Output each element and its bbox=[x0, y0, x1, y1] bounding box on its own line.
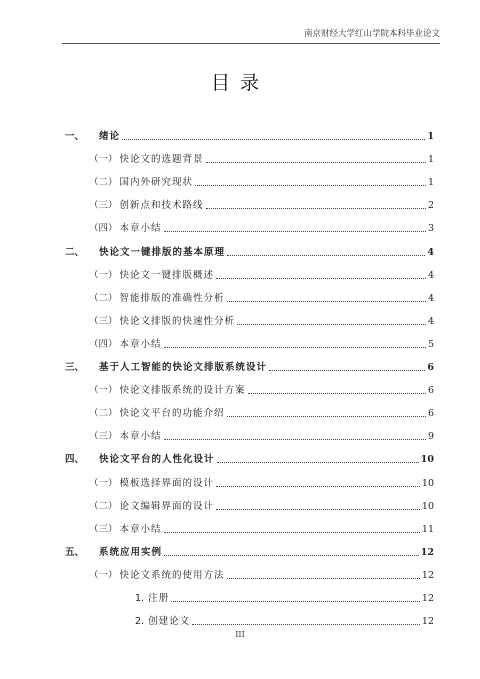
toc-entry-number: （二） bbox=[89, 177, 118, 189]
toc-entry-label: 本章小结 bbox=[119, 338, 162, 350]
toc-entry[interactable] bbox=[65, 512, 434, 535]
toc-entry-number: （一） bbox=[89, 569, 118, 581]
toc-entry-label: 快论文排版的快速性分析 bbox=[119, 315, 236, 327]
toc-entry-page: 4 bbox=[427, 269, 434, 281]
toc-entry-page: 4 bbox=[427, 246, 434, 258]
toc-entry[interactable] bbox=[65, 419, 434, 442]
toc-entry-number: 四、 bbox=[65, 454, 85, 466]
toc-entry-number: （一） bbox=[89, 154, 118, 166]
toc-dot-leader bbox=[216, 486, 420, 487]
toc-entry-number: 三、 bbox=[65, 362, 85, 374]
toc-entry-label: 本章小结 bbox=[119, 223, 162, 235]
toc-entry-number: （三） bbox=[89, 431, 118, 443]
toc-entry-label: 模板选择界面的设计 bbox=[119, 477, 215, 489]
toc-entry[interactable] bbox=[65, 558, 434, 581]
toc-entry-label: 智能排版的准确性分析 bbox=[119, 292, 225, 304]
toc-entry-label: 快论文一键排版概述 bbox=[119, 269, 215, 281]
toc-entry-page: 4 bbox=[427, 315, 434, 327]
toc-entry-number: （一） bbox=[89, 477, 118, 489]
toc-entry-page: 12 bbox=[421, 616, 434, 628]
toc-entry[interactable] bbox=[65, 234, 434, 257]
toc-entry-label: 创新点和技术路线 bbox=[119, 200, 204, 212]
toc-entry-number: 二、 bbox=[65, 246, 85, 258]
toc-entry-label: 快论文排版系统的设计方案 bbox=[119, 385, 246, 397]
toc-entry-label: 快论文平台的功能介绍 bbox=[119, 408, 225, 420]
toc-entry-label: 创建论文 bbox=[148, 616, 191, 628]
toc-entry-number: （三） bbox=[89, 523, 118, 535]
toc-dot-leader bbox=[216, 509, 420, 510]
toc-dot-leader bbox=[122, 139, 425, 140]
toc-entry-number: （二） bbox=[89, 292, 118, 304]
toc-entry[interactable] bbox=[65, 119, 434, 142]
toc-entry-page: 3 bbox=[427, 223, 434, 235]
toc-entry-label: 快论文平台的人性化设计 bbox=[99, 454, 215, 466]
toc-entry[interactable] bbox=[65, 211, 434, 234]
table-of-contents bbox=[65, 119, 434, 627]
page-number: III bbox=[235, 630, 245, 639]
toc-entry-label: 快论文的选题背景 bbox=[119, 154, 204, 166]
toc-entry-number: （二） bbox=[89, 408, 118, 420]
toc-entry-page: 12 bbox=[420, 546, 434, 558]
toc-entry[interactable] bbox=[65, 258, 434, 281]
toc-dot-leader bbox=[164, 532, 420, 533]
toc-entry-number: （三） bbox=[89, 315, 118, 327]
toc-dot-leader bbox=[227, 416, 426, 417]
toc-entry-label: 国内外研究现状 bbox=[119, 177, 194, 189]
toc-dot-leader bbox=[164, 231, 426, 232]
toc-dot-leader bbox=[195, 185, 426, 186]
toc-entry[interactable] bbox=[65, 304, 434, 327]
toc-entry-label: 本章小结 bbox=[119, 523, 162, 535]
toc-entry-label: 快论文一键排版的基本原理 bbox=[99, 246, 226, 258]
toc-dot-leader bbox=[227, 255, 425, 256]
toc-entry[interactable] bbox=[65, 350, 434, 373]
toc-dot-leader bbox=[206, 162, 426, 163]
toc-entry-label: 系统应用实例 bbox=[99, 546, 163, 558]
toc-dot-leader bbox=[248, 393, 426, 394]
toc-entry-page: 1 bbox=[427, 154, 434, 166]
toc-entry-label: 基于人工智能的快论文排版系统设计 bbox=[99, 362, 268, 374]
toc-dot-leader bbox=[269, 370, 425, 371]
toc-entry[interactable] bbox=[65, 327, 434, 350]
toc-entry-page: 9 bbox=[427, 431, 434, 443]
toc-dot-leader bbox=[164, 439, 426, 440]
toc-entry[interactable] bbox=[65, 489, 434, 512]
toc-entry-label: 快论文系统的使用方法 bbox=[119, 569, 225, 581]
toc-entry-label: 绪论 bbox=[99, 131, 121, 143]
toc-dot-leader bbox=[216, 278, 426, 279]
toc-dot-leader bbox=[192, 624, 420, 625]
toc-entry[interactable] bbox=[65, 396, 434, 419]
toc-dot-leader bbox=[164, 347, 426, 348]
toc-entry-number: 五、 bbox=[65, 546, 85, 558]
toc-entry[interactable] bbox=[65, 373, 434, 396]
toc-entry-number: 2. bbox=[135, 616, 145, 628]
toc-entry-page: 4 bbox=[427, 292, 434, 304]
header-rule bbox=[62, 43, 440, 44]
toc-entry[interactable] bbox=[65, 165, 434, 188]
toc-entry[interactable] bbox=[65, 581, 434, 604]
toc-entry-number: （一） bbox=[89, 269, 118, 281]
toc-entry-page: 6 bbox=[427, 362, 434, 374]
toc-entry[interactable] bbox=[65, 281, 434, 304]
toc-entry-page: 2 bbox=[427, 200, 434, 212]
toc-entry[interactable] bbox=[65, 188, 434, 211]
toc-entry-page: 5 bbox=[427, 338, 434, 350]
toc-dot-leader bbox=[171, 601, 420, 602]
toc-entry-page: 6 bbox=[427, 385, 434, 397]
toc-entry[interactable] bbox=[65, 465, 434, 488]
page-title: 目录 bbox=[210, 72, 269, 94]
toc-entry-page: 10 bbox=[421, 500, 434, 512]
toc-entry-number: （三） bbox=[89, 200, 118, 212]
toc-entry-page: 10 bbox=[421, 477, 434, 489]
toc-dot-leader bbox=[227, 578, 420, 579]
toc-dot-leader bbox=[217, 462, 419, 463]
toc-entry-page: 12 bbox=[421, 592, 434, 604]
toc-entry-page: 6 bbox=[427, 408, 434, 420]
toc-entry-page: 1 bbox=[427, 131, 434, 143]
toc-entry[interactable] bbox=[65, 604, 434, 627]
toc-entry-page: 10 bbox=[420, 454, 434, 466]
toc-entry-page: 1 bbox=[427, 177, 434, 189]
toc-entry-number: （四） bbox=[89, 223, 118, 235]
toc-dot-leader bbox=[227, 301, 426, 302]
toc-entry-label: 本章小结 bbox=[119, 431, 162, 443]
toc-dot-leader bbox=[164, 555, 419, 556]
toc-entry-number: （二） bbox=[89, 500, 118, 512]
toc-entry[interactable] bbox=[65, 442, 434, 465]
toc-entry-page: 11 bbox=[421, 523, 434, 535]
toc-entry-page: 12 bbox=[421, 569, 434, 581]
toc-dot-leader bbox=[237, 324, 426, 325]
toc-entry-label: 注册 bbox=[148, 592, 170, 604]
toc-entry-number: （一） bbox=[89, 385, 118, 397]
toc-dot-leader bbox=[206, 208, 426, 209]
toc-entry[interactable] bbox=[65, 535, 434, 558]
toc-entry-label: 论文编辑界面的设计 bbox=[119, 500, 215, 512]
toc-entry[interactable] bbox=[65, 142, 434, 165]
toc-entry-number: （四） bbox=[89, 338, 118, 350]
running-header: 南京财经大学红山学院本科毕业论文 bbox=[303, 29, 440, 39]
toc-entry-number: 一、 bbox=[65, 131, 85, 143]
toc-entry-number: 1. bbox=[135, 592, 145, 604]
